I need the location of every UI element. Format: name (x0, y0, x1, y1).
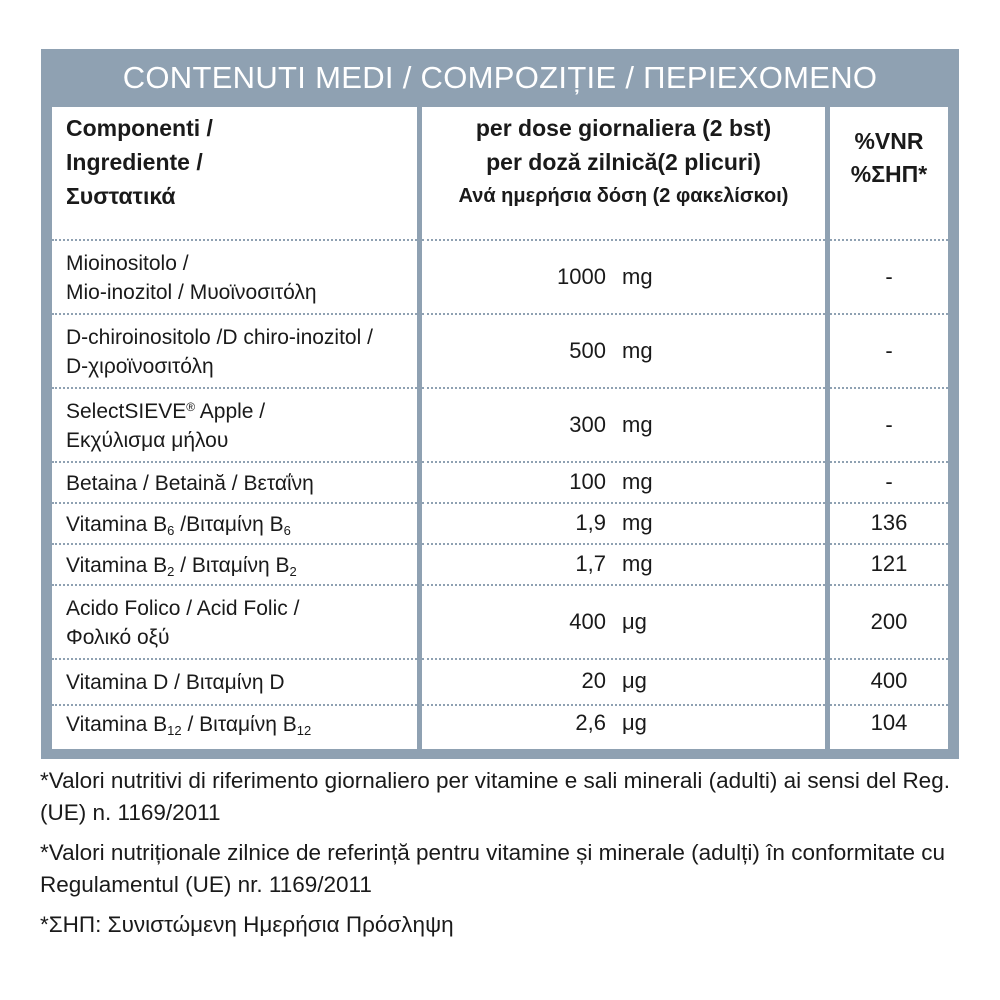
ingredient-header-line: Συστατικά (66, 183, 176, 209)
table-row (52, 706, 948, 749)
ingredient-name-part: / Βιταμίνη B (174, 554, 290, 577)
ingredient-name (66, 397, 265, 455)
ingredient-name-line: Acido Folico / Acid Folic / (66, 597, 300, 620)
subscript: 6 (167, 523, 175, 538)
ingredient-name (66, 249, 317, 307)
ingredient-name-line: Φολικό οξύ (66, 626, 170, 649)
ingredient-name (66, 323, 373, 381)
table-title: CONTENUTI MEDI / COMPOZIȚIE / ΠΕΡΙΕΧΟΜΕΝΟ (122, 60, 878, 95)
vnr-value: - (885, 469, 893, 494)
dose-amount: 100 (569, 469, 606, 494)
dose-amount: 2,6 (575, 710, 606, 735)
ingredient-name (66, 551, 297, 580)
vnr-header-line: %VNR (854, 128, 924, 154)
dose-unit: mg (622, 551, 653, 576)
table-row (52, 545, 948, 586)
table-row (52, 463, 948, 504)
dose-unit: mg (622, 412, 653, 437)
ingredient-name-part: Vitamina B (66, 713, 168, 736)
ingredient-name-line: Mioinositolo / (66, 252, 189, 275)
table-row (52, 241, 948, 315)
subscript: 2 (167, 564, 175, 579)
dose-unit: mg (622, 264, 653, 289)
dose-header-line-greek: Ανά ημερήσια δόση (2 φακελίσκοι) (458, 185, 789, 207)
vnr-value: - (885, 412, 893, 437)
dose-unit: μg (622, 609, 647, 634)
nutrition-table (52, 107, 948, 749)
vnr-header-line: %ΣΗΠ* (850, 161, 928, 187)
ingredient-name (66, 510, 291, 539)
dose-amount: 500 (569, 338, 606, 363)
subscript: 6 (283, 523, 291, 538)
dose-header-line: per doză zilnică(2 plicuri) (486, 149, 761, 175)
table-row (52, 586, 948, 660)
ingredient-name-part: /Βιταμίνη B (174, 513, 284, 536)
ingredient-name-part: SelectSIEVE (66, 400, 187, 423)
ingredient-name-line: D-χιροϊνοσιτόλη (66, 355, 214, 378)
ingredient-name-part: / Βιταμίνη B (181, 713, 297, 736)
ingredient-name-line: Εκχύλισμα μήλου (66, 429, 229, 452)
subscript: 12 (296, 723, 312, 738)
dose-amount: 1000 (557, 264, 606, 289)
vnr-value: 136 (870, 510, 908, 535)
ingredient-name-line: D-chiroinositolo /D chiro-inozitol / (66, 326, 373, 349)
ingredient-name-part: Vitamina B (66, 513, 168, 536)
ingredient-name-part: Apple / (195, 400, 266, 423)
vnr-value: - (885, 338, 893, 363)
subscript: 2 (289, 564, 297, 579)
dose-amount: 20 (581, 668, 606, 693)
footnotes (40, 765, 970, 949)
registered-mark: ® (186, 400, 196, 414)
footnote-greek: *ΣΗΠ: Συνιστώμενη Ημερήσια Πρόσληψη (40, 912, 454, 937)
ingredient-header-line: Componenti / (66, 115, 213, 141)
ingredient-header-line: Ingrediente / (66, 149, 203, 175)
dose-amount: 1,7 (575, 551, 606, 576)
vnr-value: 121 (870, 551, 908, 576)
dose-unit: μg (622, 668, 647, 693)
table-row (52, 389, 948, 463)
dose-amount: 300 (569, 412, 606, 437)
vnr-value: 104 (870, 710, 908, 735)
vnr-value: 200 (870, 609, 908, 634)
dose-amount: 400 (569, 609, 606, 634)
dose-unit: mg (622, 469, 653, 494)
ingredient-name: Betaina / Betaină / Βεταΐνη (66, 472, 314, 495)
footnote-italian: *Valori nutritivi di riferimento giornaliero per vitamine e sali minerali (adulti) ai sensi del Reg. (UE) n. 1169/2011 (40, 768, 950, 825)
ingredient-name-line (66, 397, 265, 426)
dose-unit: mg (622, 510, 653, 535)
dose-unit: mg (622, 338, 653, 363)
table-row (52, 504, 948, 545)
subscript: 12 (167, 723, 182, 738)
vnr-value: 400 (870, 668, 908, 693)
ingredient-name-line: Mio-inozitol / Μυοϊνοσιτόλη (66, 281, 317, 304)
table-row (52, 660, 948, 706)
footnote-romanian: *Valori nutriționale zilnice de referință pentru vitamine și minerale (adulți) în conformitate cu Regulamentul (UE) nr. 1169/2011 (40, 840, 946, 897)
ingredient-name (66, 594, 299, 652)
ingredient-name: Vitamina D / Βιταμίνη D (66, 671, 285, 694)
dose-unit: μg (622, 710, 647, 735)
ingredient-name-part: Vitamina B (66, 554, 168, 577)
dose-amount: 1,9 (575, 510, 606, 535)
vnr-value: - (885, 264, 893, 289)
ingredient-name (66, 710, 311, 739)
nutrition-table-frame (41, 49, 959, 759)
header-row-separator (52, 107, 948, 241)
dose-header-line: per dose giornaliera (2 bst) (475, 115, 772, 141)
table-row (52, 315, 948, 389)
